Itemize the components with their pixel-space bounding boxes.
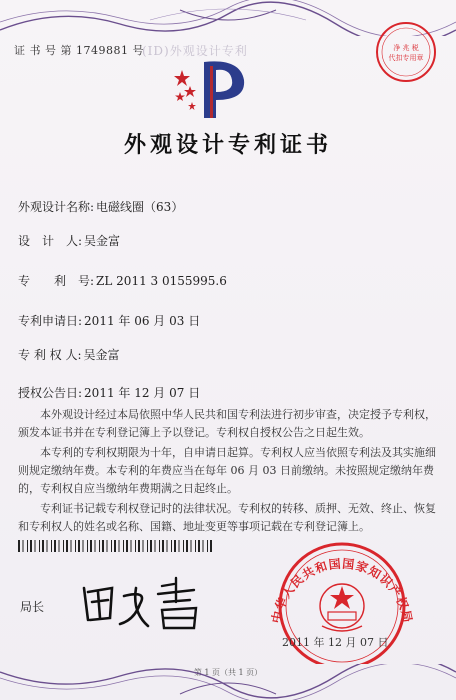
svg-text:净 兆 税: 净 兆 税 <box>393 44 419 52</box>
director-signature <box>78 572 208 632</box>
director-label: 局长 <box>20 600 45 614</box>
designer-value: 吴金富 <box>84 234 121 248</box>
certificate-body <box>18 406 438 538</box>
body-paragraph: 本专利的专利权期限为十年，自申请日起算。专利权人应当依照专利法及其实施细则规定缴纳年费。本专利的年费应当在每年 06 月 03 日前缴纳。未按照规定缴纳年费的，专利权自应当缴纳年费期满之日起终止。 <box>18 446 436 495</box>
designer-row <box>18 232 120 249</box>
filing-date-row <box>18 312 200 329</box>
filing-date-label: 专利申请日: <box>18 314 83 328</box>
owner-label: 专 利 权 人: <box>18 348 82 362</box>
body-paragraph: 本外观设计经过本局依照中华人民共和国专利法进行初步审查，决定授予专利权，颁发本证书并在专利登记簿上予以登记。专利权自授权公告之日起生效。 <box>18 408 436 439</box>
certificate-number: 证 书 号 第 1749881 号 <box>14 44 144 57</box>
svg-text:代扣专用章: 代扣专用章 <box>388 54 424 62</box>
patent-number-label: 专 利 号: <box>18 274 95 288</box>
agency-seal-stamp <box>374 20 438 84</box>
designer-label: 设 计 人: <box>18 234 83 248</box>
watermark-text: (ID)外观设计专利 <box>142 44 248 58</box>
seal-text: 中华人民共和国国家知识产权局 <box>269 556 415 625</box>
body-paragraph: 专利证书记载专利权登记时的法律状况。专利权的转移、质押、无效、终止、恢复和专利权人的姓名或名称、国籍、地址变更等事项记载在专利登记簿上。 <box>18 502 436 533</box>
grant-date-row <box>18 384 200 401</box>
patent-number-value: ZL 2011 3 0155995.6 <box>96 274 227 288</box>
patent-number-row <box>18 272 227 289</box>
page-title: 外观设计专利证书 <box>123 132 332 158</box>
design-name-row <box>18 198 183 215</box>
seal-date: 2011 年 12 月 07 日 <box>282 636 389 649</box>
decorative-bottom-border <box>0 664 456 700</box>
design-name-value: 电磁线圈（63） <box>96 200 184 214</box>
page-number: 第 1 页（共 1 页） <box>193 668 263 677</box>
design-name-label: 外观设计名称: <box>18 200 95 214</box>
patent-office-logo-icon <box>166 52 262 124</box>
grant-date-value: 2011 年 12 月 07 日 <box>84 386 201 400</box>
filing-date-value: 2011 年 06 月 03 日 <box>84 314 201 328</box>
barcode <box>18 540 214 552</box>
grant-date-label: 授权公告日: <box>18 386 83 400</box>
owner-value: 吴金富 <box>83 348 120 362</box>
owner-row <box>18 346 120 363</box>
